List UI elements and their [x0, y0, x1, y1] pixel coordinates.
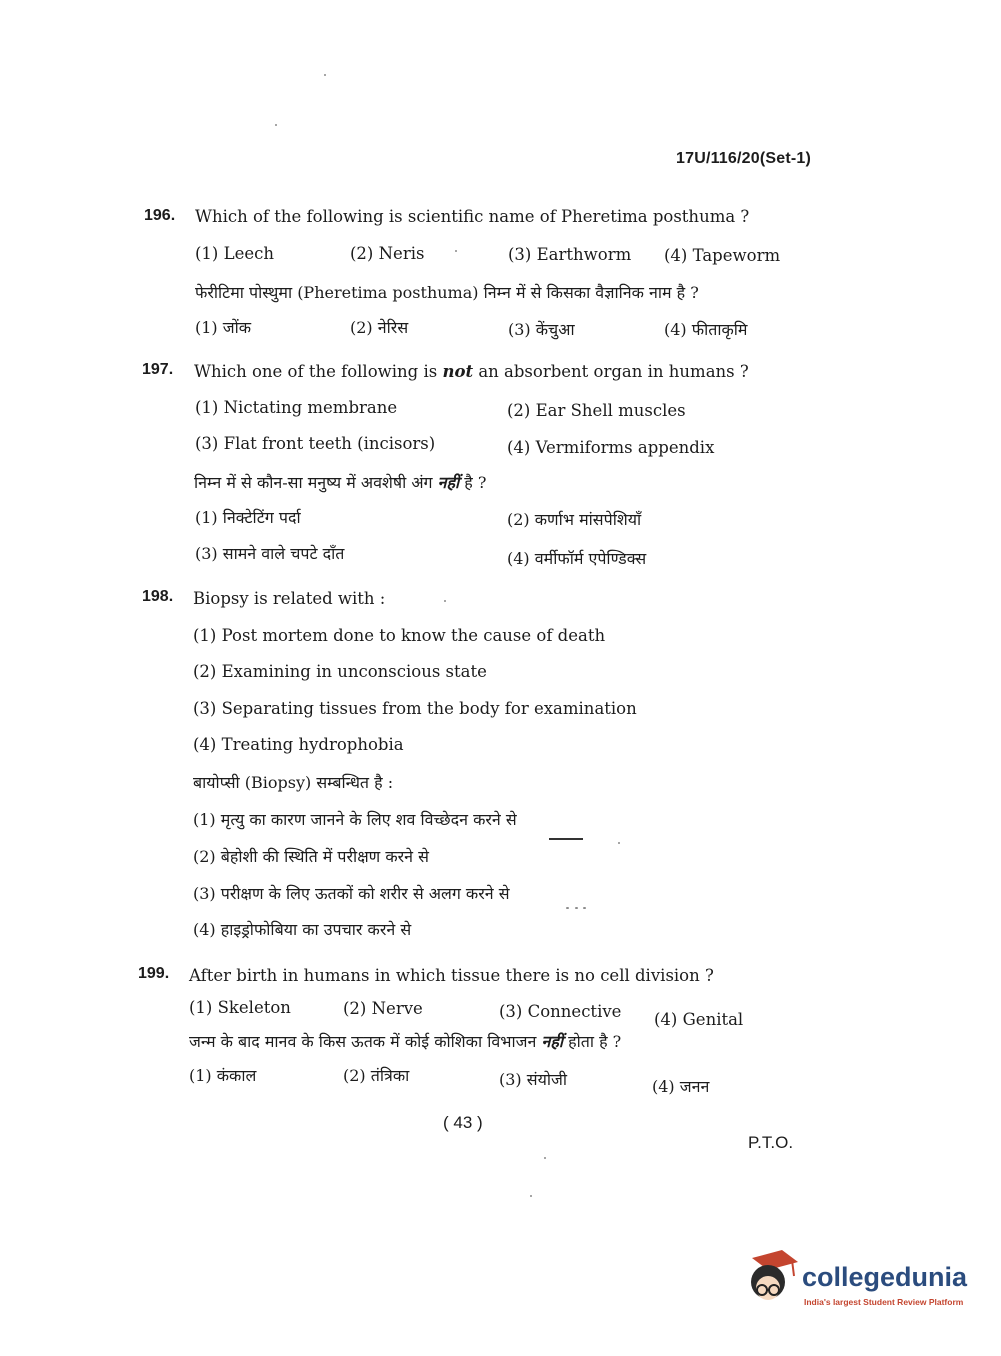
q197-en-emphasis: not	[442, 362, 474, 381]
q196-option-hi-2: (2) नेरिस	[350, 318, 409, 337]
q197-hi-emphasis: नहीं	[437, 473, 460, 492]
question-197-text-hi	[194, 471, 486, 493]
q199-option-hi-3: (3) संयोजी	[499, 1070, 568, 1089]
question-number-198: 198.	[142, 588, 174, 605]
q198-option-en-2: (2) Examining in unconscious state	[193, 662, 487, 681]
q198-option-en-4: (4) Treating hydrophobia	[193, 735, 404, 754]
q196-option-hi-1: (1) जोंक	[195, 318, 252, 337]
q198-option-hi-3: (3) परीक्षण के लिए ऊतकों को शरीर से अलग करने से	[193, 884, 510, 903]
scan-speck	[583, 907, 586, 909]
question-197-text-en	[194, 362, 749, 381]
scan-speck	[530, 1195, 532, 1197]
q199-option-en-3: (3) Connective	[499, 1002, 622, 1021]
pto-label: P.T.O.	[748, 1133, 794, 1152]
q196-option-hi-4: (4) फीताकृमि	[664, 320, 748, 339]
q196-option-hi-3: (3) केंचुआ	[508, 320, 575, 339]
collegedunia-watermark	[742, 1248, 977, 1312]
q199-option-hi-2: (2) तंत्रिका	[343, 1066, 410, 1085]
q196-option-en-3: (3) Earthworm	[508, 245, 632, 264]
question-number-196: 196.	[144, 207, 176, 224]
q197-option-hi-2: (2) कर्णाभ मांसपेशियाँ	[507, 510, 642, 529]
question-196-text-en: Which of the following is scientific name of Pheretima posthuma ?	[195, 207, 750, 226]
q197-en-post: an absorbent organ in humans ?	[473, 362, 749, 381]
scan-speck	[566, 907, 569, 909]
question-198-text-hi: बायोप्सी (Biopsy) सम्बन्धित है :	[193, 773, 394, 792]
q199-option-en-1: (1) Skeleton	[189, 998, 291, 1017]
scan-speck	[444, 600, 446, 602]
q196-option-en-1: (1) Leech	[195, 244, 274, 263]
q197-option-hi-3: (3) सामने वाले चपटे दाँत	[195, 544, 345, 563]
scan-speck	[575, 907, 578, 909]
q199-hi-post: होता है ?	[563, 1032, 622, 1051]
page-number: ( 43 )	[443, 1113, 483, 1132]
q198-option-hi-1: (1) मृत्यु का कारण जानने के लिए शव विच्छेदन करने से	[193, 810, 517, 829]
paper-code: 17U/116/20(Set-1)	[676, 150, 812, 167]
question-number-199: 199.	[138, 965, 170, 982]
scan-speck	[618, 842, 620, 844]
q198-option-hi-4: (4) हाइड्रोफोबिया का उपचार करने से	[193, 920, 412, 939]
q197-en-pre: Which one of the following is	[194, 362, 443, 381]
question-199-text-en: After birth in humans in which tissue there is no cell division ?	[189, 966, 714, 985]
q197-option-hi-4: (4) वर्मीफॉर्म एपेण्डिक्स	[507, 549, 647, 568]
q197-option-en-1: (1) Nictating membrane	[195, 398, 398, 417]
q199-hi-emphasis: नहीं	[541, 1032, 563, 1051]
scan-speck	[275, 124, 277, 126]
q198-option-en-1: (1) Post mortem done to know the cause of death	[193, 626, 606, 645]
q197-option-hi-1: (1) निक्टेटिंग पर्दा	[195, 508, 301, 527]
question-198-text-en: Biopsy is related with :	[193, 589, 386, 608]
q199-option-en-2: (2) Nerve	[343, 999, 423, 1018]
q199-hi-pre: जन्म के बाद मानव के किस ऊतक में कोई कोशिका विभाजन	[189, 1032, 542, 1051]
q196-option-en-4: (4) Tapeworm	[664, 246, 781, 265]
q197-option-en-3: (3) Flat front teeth (incisors)	[195, 434, 436, 453]
q197-option-en-4: (4) Vermiforms appendix	[507, 438, 715, 457]
q199-option-hi-4: (4) जनन	[652, 1077, 710, 1096]
q198-option-en-3: (3) Separating tissues from the body for examination	[193, 699, 637, 718]
q196-option-en-2: (2) Neris	[350, 244, 425, 263]
q199-option-en-4: (4) Genital	[654, 1010, 744, 1029]
brand-tagline: India's largest Student Review Platform	[804, 1297, 964, 1307]
pen-mark	[549, 838, 583, 840]
mascot-logo-icon	[742, 1248, 798, 1310]
scan-speck	[455, 250, 457, 252]
question-199-text-hi	[189, 1030, 621, 1052]
brand-name: collegedunia	[802, 1262, 968, 1292]
q197-hi-post: है ?	[459, 473, 487, 492]
scan-speck	[544, 1157, 546, 1159]
q197-hi-pre: निम्न में से कौन-सा मनुष्य में अवशेषी अंग	[194, 473, 438, 492]
q198-option-hi-2: (2) बेहोशी की स्थिति में परीक्षण करने से	[193, 847, 429, 866]
q197-option-en-2: (2) Ear Shell muscles	[507, 401, 686, 420]
question-number-197: 197.	[142, 361, 174, 378]
scan-speck	[324, 74, 326, 76]
question-196-text-hi: फेरीटिमा पोस्थुमा (Pheretima posthuma) निम्न में से किसका वैज्ञानिक नाम है ?	[195, 283, 699, 302]
q199-option-hi-1: (1) कंकाल	[189, 1066, 257, 1085]
